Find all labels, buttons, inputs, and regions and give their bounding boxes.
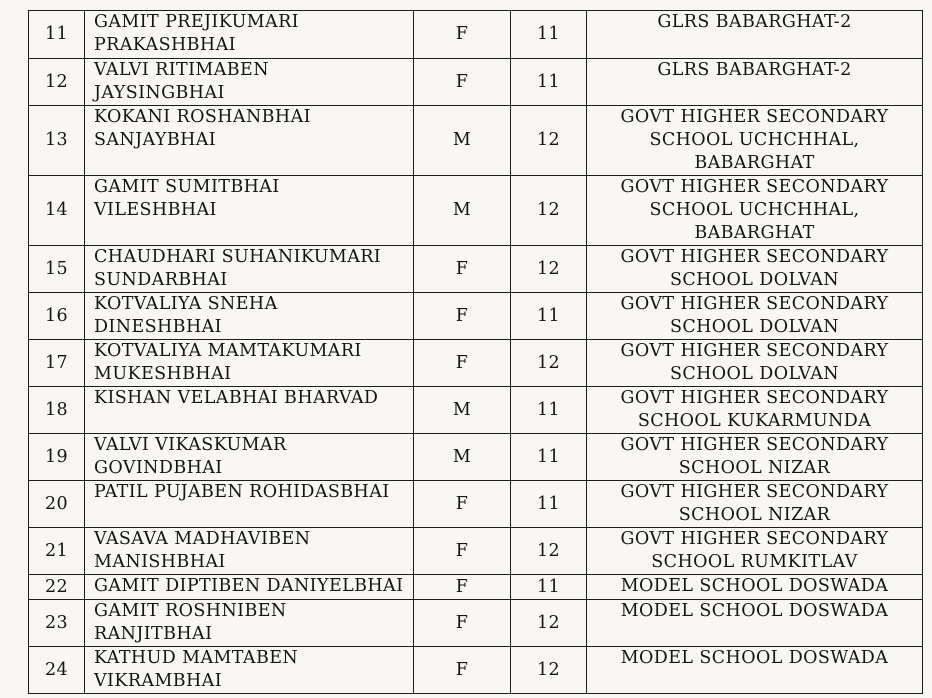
standard-cell: 12 (511, 528, 587, 575)
student-name-cell (85, 340, 414, 387)
standard-cell: 11 (511, 387, 587, 434)
student-name-line: JAYSINGBHAI (94, 83, 225, 103)
gender-cell: F (414, 293, 511, 340)
serial-number-cell: 23 (29, 600, 85, 647)
table-row (29, 340, 923, 387)
school-name-line: GLRS BABARGHAT-2 (657, 60, 852, 80)
school-name-cell (587, 176, 923, 246)
school-name-line: SCHOOL UCHCHHAL, (649, 200, 860, 220)
student-name-line: KOKANI ROSHANBHAI (94, 107, 311, 127)
student-name-line: VALVI RITIMABEN (94, 60, 269, 80)
standard-cell: 11 (511, 293, 587, 340)
school-name-line: GOVT HIGHER SECONDARY (620, 482, 889, 502)
gender-cell: F (414, 59, 511, 106)
gender-cell: F (414, 11, 511, 59)
school-name-cell (587, 647, 923, 694)
school-name-line: GOVT HIGHER SECONDARY (620, 294, 889, 314)
student-name-line: KOTVALIYA MAMTAKUMARI (94, 341, 362, 361)
student-name-line: KOTVALIYA SNEHA (94, 294, 278, 314)
student-name-line: VIKRAMBHAI (94, 671, 223, 691)
serial-number-cell: 12 (29, 59, 85, 106)
student-name-line: KISHAN VELABHAI BHARVAD (94, 388, 379, 408)
serial-number-cell: 14 (29, 176, 85, 246)
school-name-line: BABARGHAT (694, 153, 815, 173)
school-name-line: GOVT HIGHER SECONDARY (620, 341, 889, 361)
table-row (29, 387, 923, 434)
serial-number-cell: 13 (29, 106, 85, 176)
student-name-line: VILESHBHAI (94, 200, 217, 220)
table-row (29, 600, 923, 647)
standard-cell: 12 (511, 246, 587, 293)
student-name-line: GAMIT DIPTIBEN DANIYELBHAI (94, 576, 404, 596)
school-name-line: MODEL SCHOOL DOSWADA (620, 576, 889, 596)
school-name-line: GLRS BABARGHAT-2 (657, 12, 852, 32)
table-row (29, 528, 923, 575)
school-name-line: MODEL SCHOOL DOSWADA (620, 601, 889, 621)
student-name-cell (85, 481, 414, 528)
student-name-line: CHAUDHARI SUHANIKUMARI (94, 247, 382, 267)
student-name-cell (85, 575, 414, 600)
student-name-line: GAMIT PREJIKUMARI (94, 12, 299, 32)
student-name-cell (85, 387, 414, 434)
serial-number-cell: 16 (29, 293, 85, 340)
student-name-cell (85, 176, 414, 246)
school-name-line: SCHOOL NIZAR (678, 505, 831, 525)
school-name-cell (587, 600, 923, 647)
student-name-line: DINESHBHAI (94, 317, 222, 337)
student-name-line: GAMIT ROSHNIBEN (94, 601, 287, 621)
table-row (29, 293, 923, 340)
gender-cell: F (414, 647, 511, 694)
student-name-cell (85, 11, 414, 59)
table-row (29, 11, 923, 59)
school-name-line: SCHOOL NIZAR (678, 458, 831, 478)
student-roster-table (28, 10, 923, 694)
school-name-cell (587, 528, 923, 575)
student-name-cell (85, 293, 414, 340)
student-name-line: MUKESHBHAI (94, 364, 232, 384)
standard-cell: 12 (511, 600, 587, 647)
standard-cell: 12 (511, 106, 587, 176)
school-name-line: SCHOOL RUMKITLAV (651, 552, 858, 572)
standard-cell: 11 (511, 575, 587, 600)
gender-cell: F (414, 340, 511, 387)
school-name-line: GOVT HIGHER SECONDARY (620, 107, 889, 127)
student-name-line: RANJITBHAI (94, 624, 213, 644)
serial-number-cell: 22 (29, 575, 85, 600)
serial-number-cell: 17 (29, 340, 85, 387)
student-name-line: PRAKASHBHAI (94, 35, 236, 55)
standard-cell: 12 (511, 647, 587, 694)
student-name-cell (85, 647, 414, 694)
school-name-line: SCHOOL DOLVAN (669, 317, 840, 337)
school-name-cell (587, 340, 923, 387)
school-name-line: SCHOOL DOLVAN (669, 364, 840, 384)
school-name-line: GOVT HIGHER SECONDARY (620, 388, 889, 408)
school-name-cell (587, 246, 923, 293)
school-name-line: GOVT HIGHER SECONDARY (620, 177, 889, 197)
table-row (29, 434, 923, 481)
student-name-cell (85, 59, 414, 106)
table-row (29, 106, 923, 176)
school-name-line: GOVT HIGHER SECONDARY (620, 435, 889, 455)
serial-number-cell: 11 (29, 11, 85, 59)
school-name-line: SCHOOL UCHCHHAL, (649, 130, 860, 150)
school-name-line: GOVT HIGHER SECONDARY (620, 247, 889, 267)
standard-cell: 11 (511, 59, 587, 106)
student-name-cell (85, 528, 414, 575)
standard-cell: 11 (511, 434, 587, 481)
school-name-cell (587, 11, 923, 59)
gender-cell: F (414, 246, 511, 293)
school-name-line: SCHOOL DOLVAN (669, 270, 840, 290)
student-name-cell (85, 246, 414, 293)
table-row (29, 481, 923, 528)
serial-number-cell: 19 (29, 434, 85, 481)
student-name-line: GAMIT SUMITBHAI (94, 177, 280, 197)
student-name-cell (85, 600, 414, 647)
school-name-line: BABARGHAT (694, 223, 815, 243)
school-name-cell (587, 293, 923, 340)
student-name-cell (85, 434, 414, 481)
school-name-cell (587, 481, 923, 528)
table-row (29, 59, 923, 106)
table-row (29, 575, 923, 600)
school-name-line: GOVT HIGHER SECONDARY (620, 529, 889, 549)
standard-cell: 11 (511, 481, 587, 528)
gender-cell: M (414, 176, 511, 246)
standard-cell: 12 (511, 340, 587, 387)
serial-number-cell: 15 (29, 246, 85, 293)
gender-cell: M (414, 434, 511, 481)
serial-number-cell: 18 (29, 387, 85, 434)
school-name-line: SCHOOL KUKARMUNDA (637, 411, 872, 431)
gender-cell: F (414, 528, 511, 575)
gender-cell: F (414, 600, 511, 647)
student-name-line: KATHUD MAMTABEN (94, 648, 299, 668)
student-name-line: VASAVA MADHAVIBEN (94, 529, 311, 549)
student-name-line: GOVINDBHAI (94, 458, 223, 478)
school-name-line: MODEL SCHOOL DOSWADA (620, 648, 889, 668)
student-name-line: VALVI VIKASKUMAR (94, 435, 287, 455)
roster-table-body (29, 11, 923, 694)
standard-cell: 11 (511, 11, 587, 59)
school-name-cell (587, 434, 923, 481)
standard-cell: 12 (511, 176, 587, 246)
table-row (29, 647, 923, 694)
student-name-cell (85, 106, 414, 176)
gender-cell: M (414, 387, 511, 434)
school-name-cell (587, 59, 923, 106)
table-row (29, 246, 923, 293)
serial-number-cell: 21 (29, 528, 85, 575)
student-name-line: SANJAYBHAI (94, 130, 217, 150)
gender-cell: M (414, 106, 511, 176)
school-name-cell (587, 106, 923, 176)
serial-number-cell: 24 (29, 647, 85, 694)
gender-cell: F (414, 481, 511, 528)
student-name-line: PATIL PUJABEN ROHIDASBHAI (94, 482, 390, 502)
student-name-line: MANISHBHAI (94, 552, 226, 572)
table-row (29, 176, 923, 246)
school-name-cell (587, 575, 923, 600)
gender-cell: F (414, 575, 511, 600)
school-name-cell (587, 387, 923, 434)
student-name-line: SUNDARBHAI (94, 270, 228, 290)
serial-number-cell: 20 (29, 481, 85, 528)
